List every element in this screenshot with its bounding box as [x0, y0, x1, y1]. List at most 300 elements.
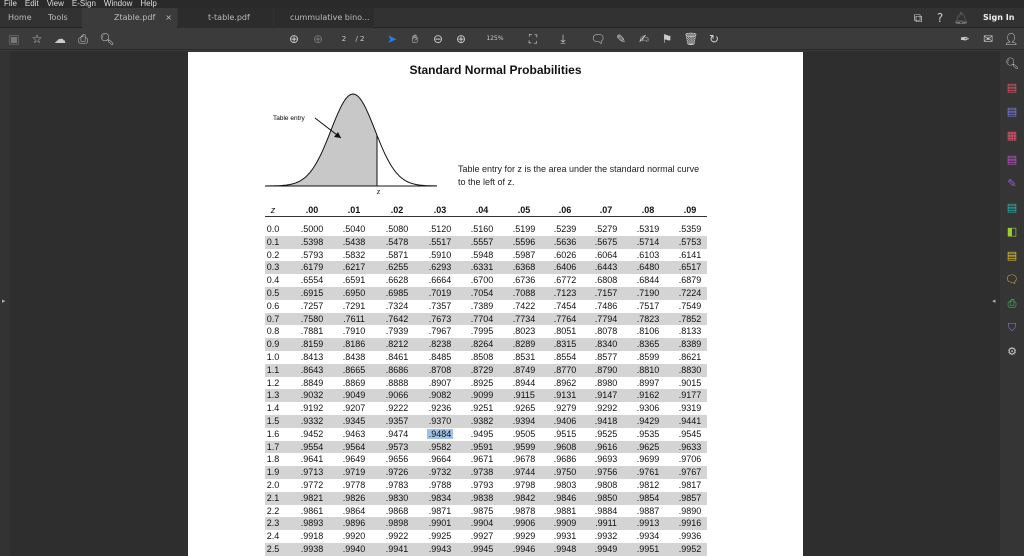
shield-icon[interactable]: ⛉	[1007, 321, 1017, 334]
table-cell: .9082	[428, 390, 452, 401]
table-cell: .5636	[553, 236, 577, 247]
table-cell: .8340	[594, 339, 618, 350]
zoom-out-icon[interactable]: ⊖	[432, 32, 444, 46]
tab-t-table[interactable]: t-table.pdf	[178, 8, 273, 28]
table-cell: .6406	[553, 262, 577, 273]
table-cell: .9564	[342, 441, 366, 452]
table-cell: .5517	[428, 236, 452, 247]
table-row	[265, 479, 707, 492]
table-cell: .9706	[678, 454, 702, 465]
column-header: .05	[517, 205, 531, 215]
table-cell: .5199	[512, 224, 536, 234]
z-value: 0.9	[266, 339, 280, 350]
table-cell: .9761	[636, 467, 660, 478]
description-line-2: to the left of z.	[458, 177, 515, 187]
table-cell: .9382	[470, 416, 494, 426]
table-row	[265, 428, 707, 441]
highlight-pen-icon[interactable]: ✎	[615, 32, 627, 46]
table-cell: .7019	[428, 288, 452, 298]
table-cell: .7088	[512, 288, 536, 298]
table-cell: .7673	[428, 313, 452, 324]
z-value: 2.1	[266, 492, 280, 503]
table-cell: .8531	[512, 352, 536, 362]
z-value: 1.3	[266, 390, 280, 401]
collapse-arrow-icon[interactable]: ◂	[992, 297, 996, 305]
table-cell: .9909	[553, 518, 577, 529]
table-cell: .9649	[342, 454, 366, 465]
table-cell: .6443	[594, 262, 618, 273]
table-cell: .9850	[594, 492, 618, 503]
table-cell: .9147	[594, 390, 618, 401]
table-cell: .9864	[342, 505, 366, 516]
menu-bar	[0, 0, 1024, 8]
table-cell: .8238	[428, 339, 452, 350]
table-cell: .6772	[553, 275, 577, 286]
table-cell: .6064	[594, 249, 618, 260]
table-row	[265, 223, 707, 236]
help-icon[interactable]: ?	[936, 11, 944, 25]
table-cell: .6700	[470, 275, 494, 286]
menu-help[interactable]: Help	[140, 0, 157, 8]
table-cell: .6736	[512, 275, 536, 286]
table-row	[265, 325, 707, 338]
table-row	[265, 287, 707, 300]
fill-sign-icon[interactable]: ✎	[1007, 177, 1017, 190]
menu-window[interactable]: Window	[103, 0, 133, 8]
table-cell: .9394	[512, 416, 536, 426]
table-cell: .9913	[636, 518, 660, 529]
table-cell: .9279	[553, 403, 577, 414]
table-cell: .9830	[385, 492, 409, 503]
save-icon[interactable]: ▣	[8, 32, 20, 46]
menu-view[interactable]: View	[46, 0, 64, 8]
table-cell: .7580	[300, 313, 324, 324]
table-cell: .9767	[678, 467, 702, 478]
table-cell: .8133	[678, 326, 702, 337]
table-cell: .9573	[385, 441, 409, 452]
table-cell: .9370	[428, 416, 452, 426]
table-cell: .9678	[512, 454, 536, 465]
table-cell: .6255	[385, 262, 409, 273]
table-cell: .9898	[385, 518, 409, 529]
edit-pdf-icon[interactable]: ▤	[1006, 153, 1018, 166]
normal-curve-figure	[263, 88, 443, 198]
table-cell: .9049	[342, 390, 366, 401]
column-header: .01	[347, 205, 361, 215]
left-panel-toggle[interactable]	[0, 51, 10, 556]
z-label: z	[377, 187, 381, 196]
table-cell: .5832	[342, 249, 366, 260]
tab-tools[interactable]: Tools	[48, 13, 68, 22]
z-value: 1.4	[266, 403, 280, 414]
z-value: 1.5	[266, 416, 280, 426]
tab-bar	[0, 8, 1024, 28]
table-cell: .9719	[342, 467, 366, 478]
prev-page-icon[interactable]: ⊕	[288, 32, 300, 46]
table-cell: .6293	[428, 262, 452, 273]
table-cell: .9934	[636, 531, 660, 542]
table-row	[265, 466, 707, 479]
column-header: .06	[558, 205, 572, 215]
table-cell: .9951	[636, 544, 660, 554]
table-cell: .7389	[470, 300, 494, 311]
zoom-level-dropdown[interactable]: 125%	[486, 35, 504, 42]
table-cell: .9699	[636, 454, 660, 465]
table-cell: .7123	[553, 288, 577, 298]
z-value: 1.2	[266, 377, 280, 388]
table-cell: .9778	[342, 480, 366, 490]
table-cell: .8438	[342, 352, 366, 362]
hand-icon[interactable]: ✋︎	[411, 32, 419, 46]
tab-cumulative-binomial[interactable]: cummulative bino...	[274, 8, 374, 28]
table-cell: .9418	[594, 416, 618, 426]
comment-panel-icon[interactable]: 🗨︎	[1005, 273, 1019, 286]
table-cell: .8159	[300, 339, 324, 350]
table-cell: .9750	[553, 467, 577, 478]
table-cell: .7157	[594, 288, 618, 298]
table-row	[265, 364, 707, 377]
table-cell: .7794	[594, 313, 618, 324]
table-cell: .9812	[636, 480, 660, 490]
table-cell: .7764	[553, 313, 577, 324]
star-icon[interactable]: ☆	[31, 32, 43, 46]
table-cell: .9931	[553, 531, 577, 542]
table-cell: .7422	[512, 300, 536, 311]
next-page-icon[interactable]: ⊕	[312, 32, 324, 46]
table-cell: .9936	[678, 531, 702, 542]
table-cell: .9222	[385, 403, 409, 414]
table-cell: .8554	[553, 352, 577, 362]
table-cell: .9177	[678, 390, 702, 401]
z-value: 1.0	[266, 352, 280, 362]
table-cell: .9927	[470, 531, 494, 542]
table-row	[265, 300, 707, 313]
table-cell: .9932	[594, 531, 618, 542]
select-cursor-icon[interactable]: ➤	[386, 32, 398, 46]
table-cell: .8365	[636, 339, 660, 350]
table-cell: .8962	[553, 377, 577, 388]
table-cell: .9871	[428, 505, 452, 516]
table-cell: .9664	[428, 454, 452, 465]
table-cell: .9826	[342, 492, 366, 503]
table-cell: .5478	[385, 236, 409, 247]
table-cell: .9554	[300, 441, 324, 452]
table-cell: .9803	[553, 480, 577, 490]
table-cell: .9306	[636, 403, 660, 414]
table-cell: .7357	[428, 300, 452, 311]
table-cell: .6217	[342, 262, 366, 273]
print-icon[interactable]: ⎙	[78, 32, 88, 46]
table-cell: .5279	[594, 224, 618, 234]
zoom-in-icon[interactable]: ⊕	[455, 32, 467, 46]
table-cell: .9945	[470, 544, 494, 554]
table-cell: .7224	[678, 288, 702, 298]
page-total: / 2	[355, 35, 365, 43]
table-cell: .9633	[678, 441, 702, 452]
expand-arrow-icon[interactable]: ▸	[2, 297, 6, 305]
table-cell: .7324	[385, 300, 409, 311]
table-cell: .5714	[636, 236, 660, 247]
comment-icon[interactable]: 🗨︎	[590, 32, 606, 46]
table-cell: .9726	[385, 467, 409, 478]
table-cell: .5319	[636, 224, 660, 234]
search-icon[interactable]: 🔍︎	[99, 32, 115, 46]
table-cell: .9846	[553, 492, 577, 503]
scan-ocr-icon[interactable]: ⎙	[1007, 297, 1017, 310]
table-cell: .6103	[636, 249, 660, 260]
table-row	[265, 415, 707, 428]
table-cell: .9788	[428, 480, 452, 490]
table-cell: .6985	[385, 288, 409, 298]
table-cell: .5398	[300, 236, 324, 247]
menu-esign[interactable]: E-Sign	[71, 0, 96, 8]
delete-icon[interactable]: 🗑︎	[683, 32, 699, 46]
table-cell: .6950	[342, 288, 366, 298]
table-cell: .9474	[385, 428, 409, 439]
table-cell: .8621	[678, 352, 702, 362]
table-cell: .7611	[343, 313, 365, 324]
table-cell: .9357	[385, 416, 409, 426]
table-cell: .9292	[594, 403, 618, 414]
table-cell: .7967	[428, 326, 452, 337]
stamp-icon[interactable]: ⚑	[661, 32, 673, 46]
z-value: 0.1	[266, 236, 280, 247]
table-cell: .7454	[553, 300, 577, 311]
table-row	[265, 402, 707, 415]
table-cell: .9545	[678, 428, 702, 439]
table-cell: .9656	[385, 454, 409, 465]
table-cell: .8289	[512, 339, 536, 350]
table-cell: .9345	[342, 416, 366, 426]
table-cell: .8997	[636, 377, 660, 388]
table-cell: .9115	[513, 390, 535, 401]
table-cell: .8770	[553, 364, 577, 375]
tab-ztable[interactable]	[82, 8, 177, 28]
scrollbar[interactable]	[990, 51, 1000, 556]
table-row	[265, 351, 707, 364]
column-header: .03	[433, 205, 447, 215]
table-row	[265, 492, 707, 505]
table-cell: .9591	[470, 441, 494, 452]
table-cell: .9495	[470, 428, 494, 439]
table-cell: .9842	[512, 492, 536, 503]
table-cell: .9032	[300, 390, 324, 401]
table-cell: .8830	[678, 364, 702, 375]
menu-edit[interactable]: Edit	[24, 0, 39, 8]
table-cell: .8413	[300, 352, 324, 362]
table-cell: .7054	[470, 288, 494, 298]
table-cell: .7995	[470, 326, 494, 337]
tab-home[interactable]: Home	[8, 13, 32, 22]
scroll-mode-icon[interactable]: ⤓	[560, 32, 566, 46]
table-row	[265, 236, 707, 249]
table-cell: .8461	[385, 352, 409, 362]
table-cell: .8869	[342, 377, 366, 388]
table-cell: .7881	[300, 326, 324, 337]
table-cell: .8665	[342, 364, 366, 375]
table-cell: .9918	[300, 531, 324, 542]
table-entry-label: Table entry	[273, 115, 305, 122]
table-cell: .6331	[470, 262, 494, 273]
table-cell: .8888	[385, 377, 409, 388]
table-cell: .5987	[512, 249, 536, 260]
table-cell: .9922	[385, 531, 409, 542]
table-cell: .7642	[385, 313, 409, 324]
z-value: 0.4	[266, 275, 280, 286]
table-cell: .7517	[636, 300, 660, 311]
table-row	[265, 261, 707, 274]
highlighted-cell: .9484	[428, 428, 452, 439]
page-number-input[interactable]: 2	[341, 35, 347, 43]
z-value: 0.0	[266, 224, 280, 234]
protect-file-icon[interactable]: ▤	[1006, 249, 1018, 262]
menu-file[interactable]: File	[4, 0, 17, 8]
table-row	[265, 517, 707, 530]
table-cell: .9875	[470, 505, 494, 516]
close-icon[interactable]: ×	[165, 13, 172, 22]
table-cell: .9925	[428, 531, 452, 542]
table-cell: .8264	[470, 339, 494, 350]
table-cell: .9608	[553, 441, 577, 452]
table-cell: .9582	[428, 441, 452, 452]
draw-icon[interactable]: ✍︎	[638, 32, 650, 46]
table-cell: .9535	[636, 428, 660, 439]
z-value: 2.2	[266, 505, 280, 516]
table-cell: .9066	[385, 390, 409, 401]
email-icon[interactable]: ✉	[982, 32, 994, 46]
rotate-icon[interactable]: ↻	[708, 32, 720, 46]
pdf-page	[188, 52, 803, 556]
table-cell: .9625	[636, 441, 660, 452]
table-cell: .9732	[428, 467, 452, 478]
table-cell: .9783	[385, 480, 409, 490]
page-fit-icon[interactable]: ⛶	[528, 32, 538, 46]
table-row	[265, 441, 707, 454]
send-for-review-icon[interactable]: ▤	[1006, 201, 1018, 214]
table-cell: .6591	[342, 275, 366, 286]
table-cell: .5120	[428, 224, 452, 234]
table-cell: .6480	[636, 262, 660, 273]
table-row	[265, 389, 707, 402]
table-cell: .9916	[678, 518, 702, 529]
table-cell: .5596	[512, 236, 536, 247]
table-cell: .9821	[300, 492, 324, 503]
table-cell: .6915	[300, 288, 324, 298]
table-cell: .8729	[470, 364, 494, 375]
more-tools-icon[interactable]: ⚙	[1007, 345, 1017, 358]
table-header	[265, 205, 707, 217]
z-value: 0.6	[266, 300, 280, 311]
z-value: 1.8	[266, 454, 280, 465]
z-value: 1.7	[266, 441, 280, 452]
share-screen-icon[interactable]: ⧉	[913, 11, 923, 25]
column-header: .00	[305, 205, 319, 215]
table-cell: .9738	[470, 467, 494, 478]
table-cell: .9406	[553, 416, 577, 426]
zoom-search-icon[interactable]: 🔍︎	[1005, 57, 1019, 70]
table-cell: .7486	[594, 300, 618, 311]
table-cell: .6026	[553, 249, 577, 260]
table-cell: .9319	[678, 403, 702, 414]
table-cell: .8078	[594, 326, 618, 337]
table-cell: .9834	[428, 492, 452, 503]
table-cell: .6628	[385, 275, 409, 286]
table-cell: .6517	[678, 262, 702, 273]
table-cell: .7852	[678, 313, 702, 324]
table-cell: .9671	[470, 454, 494, 465]
page-title: Standard Normal Probabilities	[409, 63, 582, 77]
table-cell: .8849	[300, 377, 324, 388]
table-cell: .6179	[300, 262, 324, 273]
table-cell: .9893	[300, 518, 324, 529]
table-cell: .6808	[594, 275, 618, 286]
column-header: .09	[683, 205, 697, 215]
table-cell: .9441	[678, 416, 702, 426]
column-header: z	[270, 205, 276, 215]
table-cell: .6844	[636, 275, 660, 286]
z-value: 0.2	[266, 249, 280, 260]
table-description	[458, 163, 699, 189]
table-cell: .9162	[636, 390, 660, 401]
table-cell: .5557	[470, 236, 494, 247]
description-line-1: Table entry for z is the area under the standard normal curve	[458, 164, 700, 174]
tab-label: Ztable.pdf	[114, 13, 156, 22]
table-cell: .7823	[636, 313, 660, 324]
sign-icon[interactable]: ✒	[959, 32, 971, 46]
table-cell: .9686	[553, 454, 577, 465]
table-cell: .8944	[512, 377, 536, 388]
table-cell: .7939	[385, 326, 409, 337]
table-cell: .9901	[428, 518, 452, 529]
table-cell: .8790	[594, 364, 618, 375]
organize-pages-icon[interactable]: ▦	[1006, 129, 1018, 142]
create-pdf-icon[interactable]: ▤	[1006, 105, 1018, 118]
table-cell: .9713	[300, 467, 324, 478]
table-cell: .8643	[300, 364, 324, 375]
table-cell: .6664	[428, 275, 452, 286]
bell-icon[interactable]: 🔔︎	[953, 11, 969, 25]
z-value: 0.7	[266, 313, 280, 324]
table-cell: .7734	[512, 313, 536, 324]
compress-icon[interactable]: ◧	[1006, 225, 1018, 238]
table-cell: .9756	[594, 467, 618, 478]
table-cell: .5239	[553, 224, 577, 234]
table-cell: .9599	[512, 441, 536, 452]
table-cell: .8749	[512, 364, 536, 375]
upload-cloud-icon[interactable]: ☁	[54, 32, 66, 46]
table-cell: .9857	[678, 492, 702, 503]
table-row	[265, 377, 707, 390]
table-cell: .5948	[470, 249, 494, 260]
z-value: 2.3	[266, 518, 280, 529]
table-cell: .9265	[512, 403, 536, 414]
table-cell: .5910	[428, 249, 452, 260]
export-pdf-icon[interactable]: ▤	[1006, 81, 1018, 94]
table-cell: .9949	[594, 544, 618, 554]
table-cell: .9941	[385, 544, 409, 554]
table-cell: .9015	[678, 377, 702, 388]
table-cell: .8023	[512, 326, 536, 337]
account-icon[interactable]: 👤︎	[1003, 32, 1019, 46]
table-cell: .8907	[428, 377, 452, 388]
table-cell: .9868	[385, 505, 409, 516]
table-cell: .9896	[342, 518, 366, 529]
table-cell: .6368	[512, 262, 536, 273]
table-cell: .9452	[300, 428, 324, 439]
sign-in-button[interactable]: Sign In	[983, 13, 1015, 22]
table-cell: .9693	[594, 454, 618, 465]
z-value: 2.5	[266, 544, 280, 554]
